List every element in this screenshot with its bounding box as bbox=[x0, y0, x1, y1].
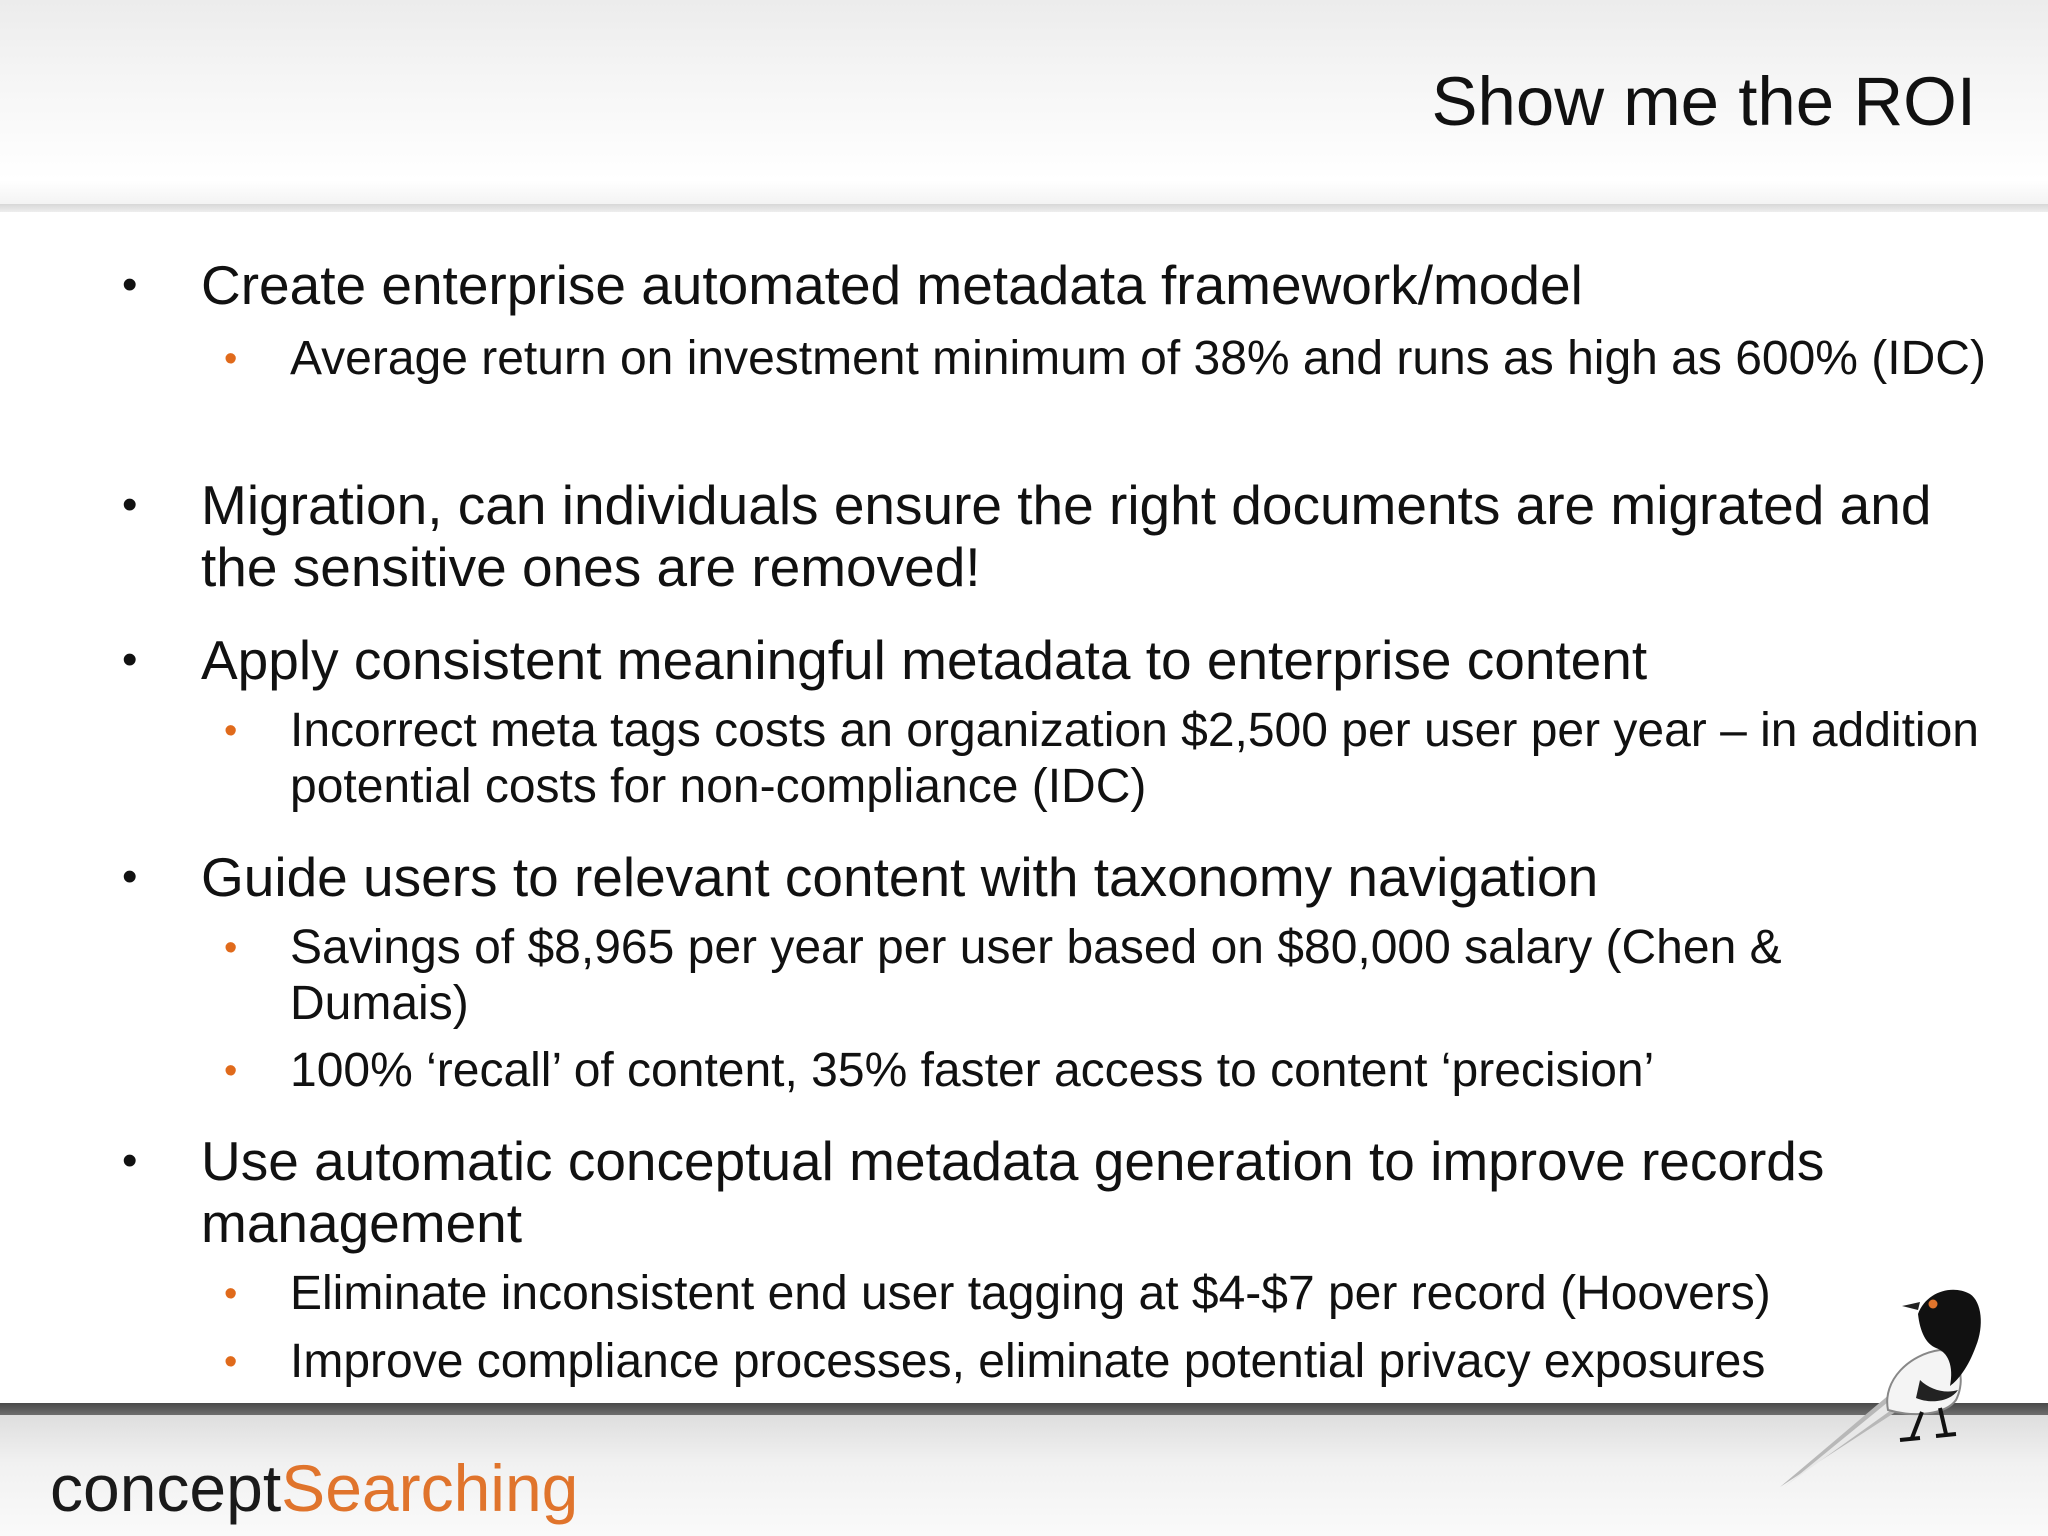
sub-bullet-text: Improve compliance processes, eliminate potential privacy exposures bbox=[290, 1335, 1766, 1388]
sub-bullet-text: Eliminate inconsistent end user tagging at $4-$7 per record (Hoovers) bbox=[290, 1267, 1771, 1320]
magpie-icon bbox=[1770, 1262, 2000, 1492]
bullet-marker: • bbox=[122, 852, 138, 901]
footer-divider bbox=[0, 1403, 2048, 1415]
bullet-marker: • bbox=[122, 635, 138, 684]
bullet-text: Create enterprise automated metadata framework/model bbox=[201, 254, 1583, 316]
concept-searching-logo bbox=[50, 1448, 578, 1528]
bullet-text: Migration, can individuals ensure the right documents are migrated and the sensitive ones are removed! bbox=[201, 474, 1932, 598]
bullet-text: Use automatic conceptual metadata generation to improve records management bbox=[201, 1130, 1825, 1254]
sub-bullet-marker: • bbox=[224, 338, 238, 380]
logo-text-searching: Searching bbox=[281, 1451, 579, 1525]
bullet-text: Apply consistent meaningful metadata to enterprise content bbox=[201, 629, 1648, 691]
logo-text-concept: concept bbox=[50, 1451, 282, 1525]
sub-bullet-marker: • bbox=[224, 1341, 238, 1383]
bullet-marker: • bbox=[122, 260, 138, 309]
sub-bullet-text: Average return on investment minimum of 38% and runs as high as 600% (IDC) bbox=[290, 332, 1986, 385]
bullet-text: Guide users to relevant content with taxonomy navigation bbox=[201, 846, 1599, 908]
sub-bullet-text: 100% ‘recall’ of content, 35% faster access to content ‘precision’ bbox=[290, 1044, 1655, 1097]
sub-bullet-marker: • bbox=[224, 927, 238, 969]
bullet-marker: • bbox=[122, 1136, 138, 1185]
bullet-marker: • bbox=[122, 480, 138, 529]
sub-bullet-marker: • bbox=[224, 710, 238, 752]
sub-bullet-text: Savings of $8,965 per year per user based on $80,000 salary (Chen & Dumais) bbox=[290, 921, 1782, 1030]
sub-bullet-text: Incorrect meta tags costs an organization $2,500 per user per year – in addition potential costs for non-compliance (IDC) bbox=[290, 704, 1979, 813]
slide-title: Show me the ROI bbox=[1431, 63, 1976, 140]
header-divider bbox=[0, 204, 2048, 212]
sub-bullet-marker: • bbox=[224, 1273, 238, 1315]
sub-bullet-marker: • bbox=[224, 1050, 238, 1092]
